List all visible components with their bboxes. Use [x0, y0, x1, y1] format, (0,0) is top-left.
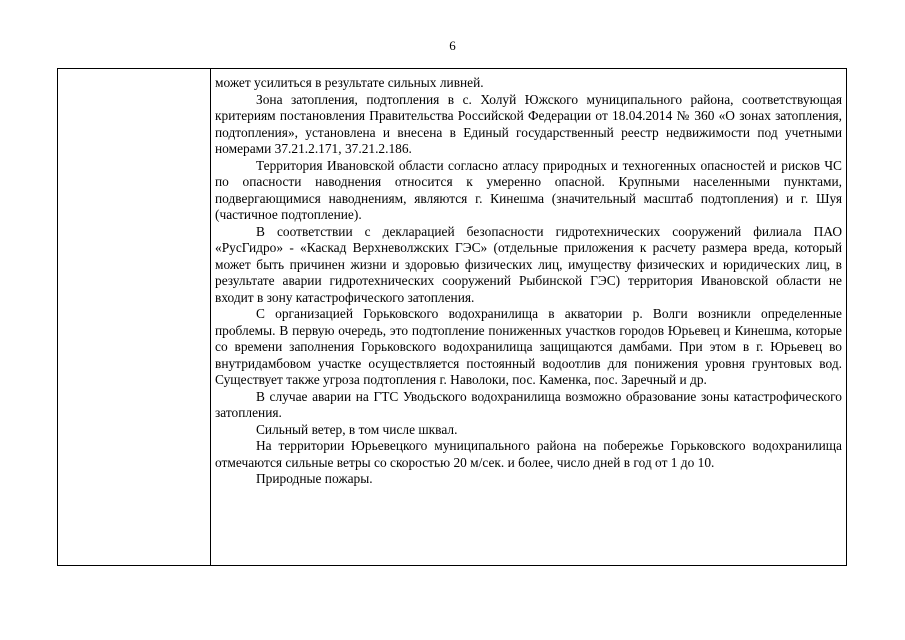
paragraph-continuation: может усилиться в результате сильных ливней. — [215, 75, 484, 90]
paragraph-flood-zone-kholuy: Зона затопления, подтопления в с. Холуй Южского муниципального района, соответствующая критериям постановления Правительства Российской Федерации от 18.04.2014 № 360 «О зонах затопления, подтопления», установлена и внесена в Единый государственный реестр недвижимости под учетными номерами 37.21.2.171, 37.21.2.186. — [215, 91, 842, 156]
page-number: 6 — [449, 38, 456, 53]
paragraph-yuryevets-wind: На территории Юрьевецкого муниципального района на побережье Горьковского водохранилища отмечаются сильные ветры со скоростью 20 м/сек. и более, число дней в год от 1 до 10. — [215, 438, 842, 470]
table-left-cell — [58, 69, 211, 565]
paragraph-uvod-reservoir: В случае аварии на ГТС Уводьского водохранилища возможно образование зоны катастрофического затопления. — [215, 388, 842, 420]
table-right-cell — [211, 69, 846, 565]
heading-wildfires: Природные пожары. — [256, 471, 373, 486]
heading-strong-wind: Сильный ветер, в том числе шквал. — [256, 421, 458, 437]
paragraph-flood-risk-atlas: Территория Ивановской области согласно атласу природных и техногенных опасностей и рисков ЧС по опасности наводнения относится к умеренно опасной. Крупными населенными пунктами, подвергающимися наводнениям, являются г. Кинешма (значительный масштаб подтопления) и г. Шуя (частичное подтопление). — [215, 157, 842, 222]
paragraph-gorky-reservoir: С организацией Горьковского водохранилища в акватории р. Волги возникли определенные проблемы. В первую очередь, это подтопление пониженных участков городов Юрьевец и Кинешма, которые со времени заполнения Горьковского водохранилища защищаются дамбами. При этом в г. Юрьевец во внутридамбовом участке осуществляется постоянный водоотлив для понижения уровня грунтовых вод. Существует также угроза подтопления г. Наволоки, пос. Каменка, пос. Заречный и др. — [215, 306, 842, 387]
document-table — [57, 68, 847, 566]
paragraph-rushydro-declaration: В соответствии с декларацией безопасности гидротехнических сооружений филиала ПАО «РусГидро» - «Каскад Верхневолжских ГЭС» (отдельные приложения к расчету размера вреда, который может быть причинен жизни и здоровью физических лиц, имуществу физических и юридических лиц, в результате аварии гидротехнических сооружений Рыбинской ГЭС) территория Ивановской области не входит в зону катастрофического затопления. — [215, 223, 842, 305]
